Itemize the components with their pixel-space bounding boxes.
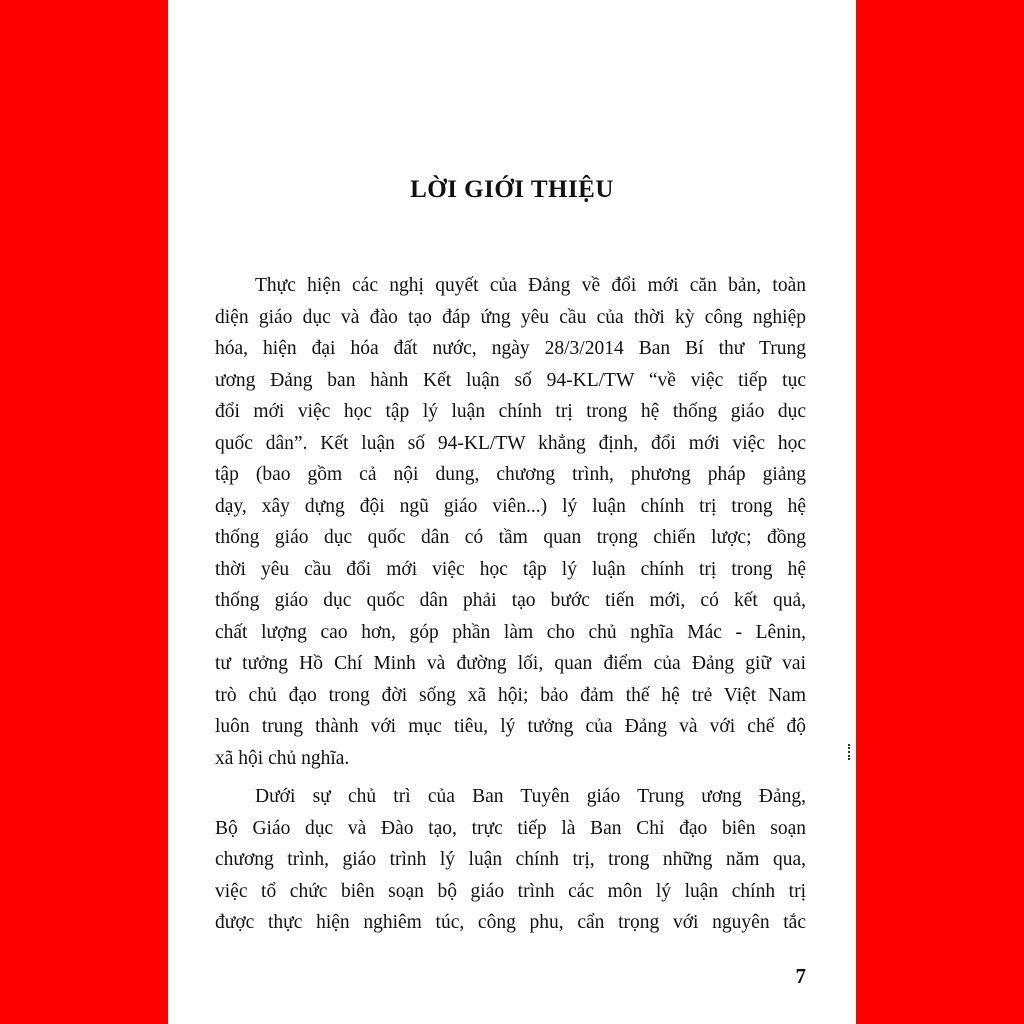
text-line: diện giáo dục và đào tạo đáp ứng yêu cầu của thời kỳ công nghiệp bbox=[215, 306, 806, 328]
book-page bbox=[168, 0, 856, 1024]
text-line: đổi mới việc học tập lý luận chính trị trong hệ thống giáo dục bbox=[215, 401, 806, 422]
page-number: 7 bbox=[795, 964, 806, 988]
text-line: chất lượng cao hơn, góp phần làm cho chủ nghĩa Mác - Lênin, bbox=[215, 621, 806, 643]
text-line: thời yêu cầu đổi mới việc học tập lý luận chính trị trong hệ bbox=[215, 558, 806, 580]
text-line: hóa, hiện đại hóa đất nước, ngày 28/3/2014 Ban Bí thư Trung bbox=[215, 338, 806, 359]
scan-artifact bbox=[848, 744, 853, 760]
text-line: được thực hiện nghiêm túc, công phu, cẩn trọng với nguyên tắc bbox=[215, 912, 806, 933]
body-text bbox=[215, 270, 806, 939]
text-line: tư tưởng Hồ Chí Minh và đường lối, quan điểm của Đảng giữ vai bbox=[215, 653, 806, 674]
paragraph-gap bbox=[215, 774, 806, 781]
text-line: Thực hiện các nghị quyết của Đảng về đổi mới căn bản, toàn bbox=[255, 275, 806, 296]
page-title: LỜI GIỚI THIỆU bbox=[410, 176, 614, 203]
text-line: quốc dân”. Kết luận số 94-KL/TW khẳng định, đổi mới việc học bbox=[215, 432, 806, 454]
text-line: chương trình, giáo trình lý luận chính trị, trong những năm qua, bbox=[215, 849, 806, 870]
text-line: ương Đảng ban hành Kết luận số 94-KL/TW “về việc tiếp tục bbox=[215, 369, 806, 391]
text-line: tập (bao gồm cả nội dung, chương trình, phương pháp giảng bbox=[215, 464, 806, 485]
text-line: luôn trung thành với mục tiêu, lý tưởng của Đảng và với chế độ bbox=[215, 716, 806, 737]
text-line: thống giáo dục quốc dân phải tạo bước tiến mới, có kết quả, bbox=[215, 590, 806, 611]
text-line: thống giáo dục quốc dân có tầm quan trọng chiến lược; đồng bbox=[215, 527, 806, 548]
text-line: trò chủ đạo trong đời sống xã hội; bảo đảm thế hệ trẻ Việt Nam bbox=[215, 684, 806, 706]
text-line: xã hội chủ nghĩa. bbox=[215, 747, 350, 769]
text-line: dạy, xây dựng đội ngũ giáo viên...) lý luận chính trị trong hệ bbox=[215, 495, 806, 517]
text-line: Dưới sự chủ trì của Ban Tuyên giáo Trung ương Đảng, bbox=[255, 786, 806, 807]
text-line: Bộ Giáo dục và Đào tạo, trực tiếp là Ban Chỉ đạo biên soạn bbox=[215, 817, 806, 839]
text-line: việc tổ chức biên soạn bộ giáo trình các môn lý luận chính trị bbox=[215, 880, 806, 902]
